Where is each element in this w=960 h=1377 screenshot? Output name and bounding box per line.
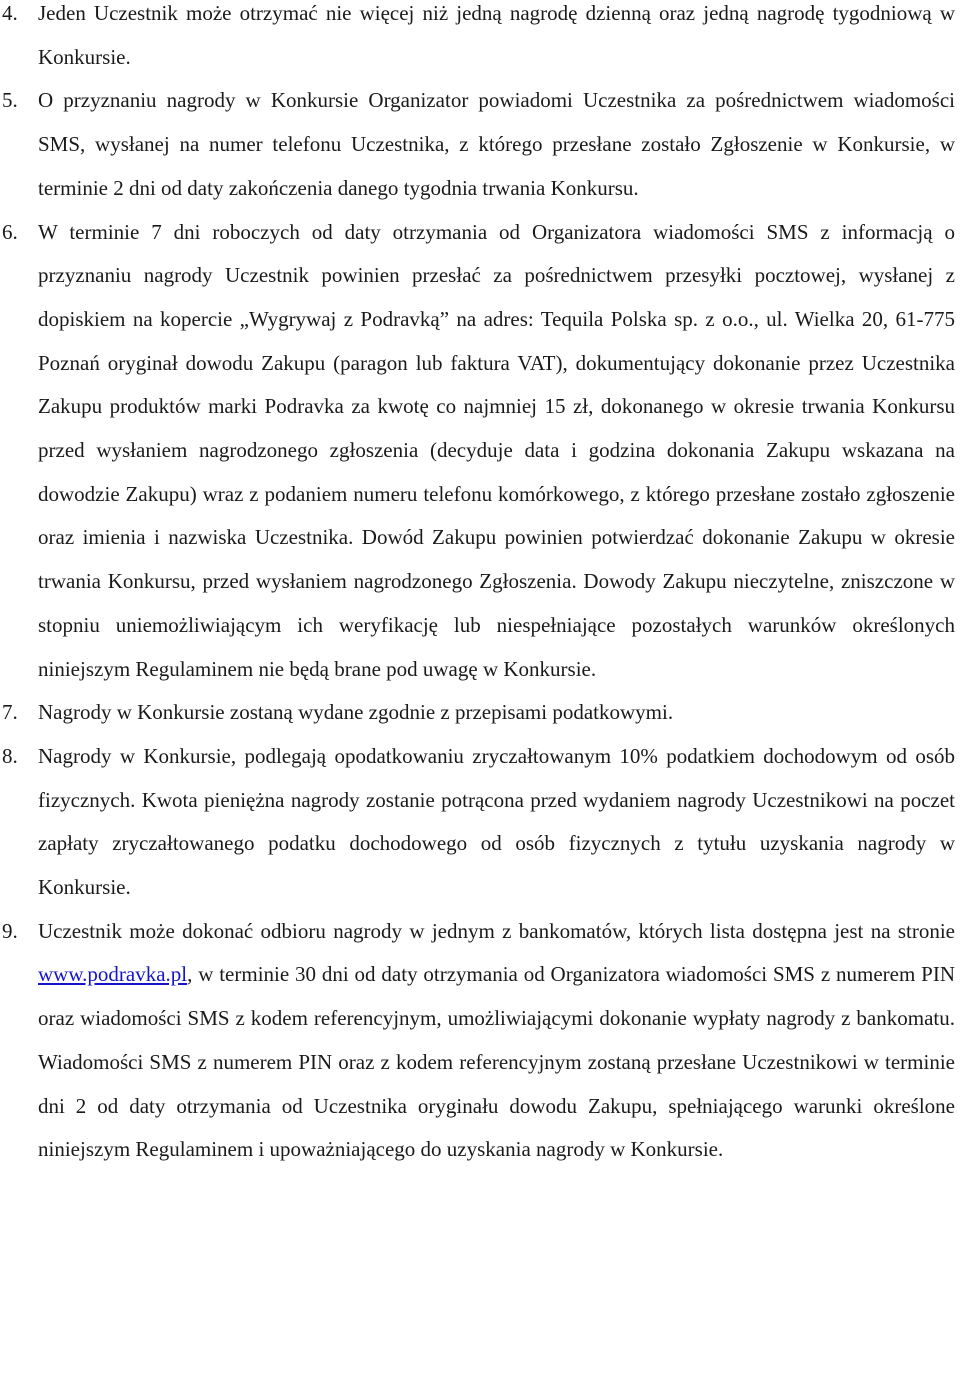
clause-number: 5.	[2, 88, 18, 113]
clause-number: 4.	[2, 1, 18, 25]
clause-text-after-link: , w terminie 30 dni od daty otrzymania od Organizatora wiadomości SMS z numerem PIN oraz wiadomości SMS z kodem referencyjnym, umożliwiającymi dokonanie wypłaty nagrody z bankomatu. Wiadomości SMS z numerem PIN oraz z kodem referencyjnym zostaną przesłane Uczestnikowi w terminie dni 2 od daty otrzymania od Uczestnika oryginału dowodu Zakupu, spełniającego warunki określone niniejszym Regulaminem i upoważniającego do uzyskania nagrody w Konkursie.	[38, 962, 955, 1162]
podravka-website-link[interactable]: www.podravka.pl	[38, 962, 188, 987]
clause-number: 8.	[2, 743, 18, 768]
clause-5	[0, 79, 955, 210]
clause-text: W terminie 7 dni roboczych od daty otrzymania od Organizatora wiadomości SMS z informacją o przyznaniu nagrody Uczestnik powinien przesłać za pośrednictwem przesyłki pocztowej, wysłanej z dopiskiem na kopercie „Wygrywaj z Podravką” na adres: Tequila Polska sp. z o.o., ul. Wielka 20, 61-775 Poznań oryginał dowodu Zakupu (paragon lub faktura VAT), dokumentujący dokonanie przez Uczestnika Zakupu produktów marki Podravka za kwotę co najmniej 15 zł, dokonanego w okresie trwania Konkursu przed wysłaniem nagrodzonego zgłoszenia (decyduje data i godzina dokonania Zakupu wskazana na dowodzie Zakupu) wraz z podaniem numeru telefonu komórkowego, z którego przesłane zostało zgłoszenie oraz imienia i nazwiska Uczestnika. Dowód Zakupu powinien potwierdzać dokonanie Zakupu w okresie trwania Konkursu, przed wysłaniem nagrodzonego Zgłoszenia. Dowody Zakupu nieczytelne, zniszczone w stopniu uniemożliwiającym ich weryfikację lub niespełniające pozostałych warunków określonych niniejszym Regulaminem nie będą brane pod uwagę w Konkursie.	[38, 219, 955, 681]
clause-text: Jeden Uczestnik może otrzymać nie więcej niż jedną nagrodę dzienną oraz jedną nagrodę tygodniową w Konkursie.	[38, 1, 955, 69]
clause-text-before-link: Uczestnik może dokonać odbioru nagrody w jednym z bankomatów, których lista dostępna jest na stronie	[38, 918, 955, 943]
clause-text: Nagrody w Konkursie, podlegają opodatkowaniu zryczałtowanym 10% podatkiem dochodowym od osób fizycznych. Kwota pieniężna nagrody zostanie potrącona przed wydaniem nagrody Uczestnikowi na poczet zapłaty zryczałtowanego podatku dochodowego od osób fizycznych z tytułu uzyskania nagrody w Konkursie.	[38, 743, 955, 900]
clause-4	[0, 0, 955, 79]
clause-text: O przyznaniu nagrody w Konkursie Organizator powiadomi Uczestnika za pośrednictwem wiadomości SMS, wysłanej na numer telefonu Uczestnika, z którego przesłane zostało Zgłoszenie w Konkursie, w terminie 2 dni od daty zakończenia danego tygodnia trwania Konkursu.	[38, 88, 955, 200]
clause-number: 6.	[2, 219, 18, 244]
clause-number: 7.	[2, 700, 18, 725]
clause-6	[0, 211, 955, 692]
clause-8	[0, 735, 955, 910]
clause-text	[38, 910, 955, 1172]
clause-7	[0, 691, 955, 735]
clause-number: 9.	[2, 918, 18, 943]
clause-text: Nagrody w Konkursie zostaną wydane zgodnie z przepisami podatkowymi.	[38, 700, 674, 725]
clause-9	[0, 910, 955, 1172]
